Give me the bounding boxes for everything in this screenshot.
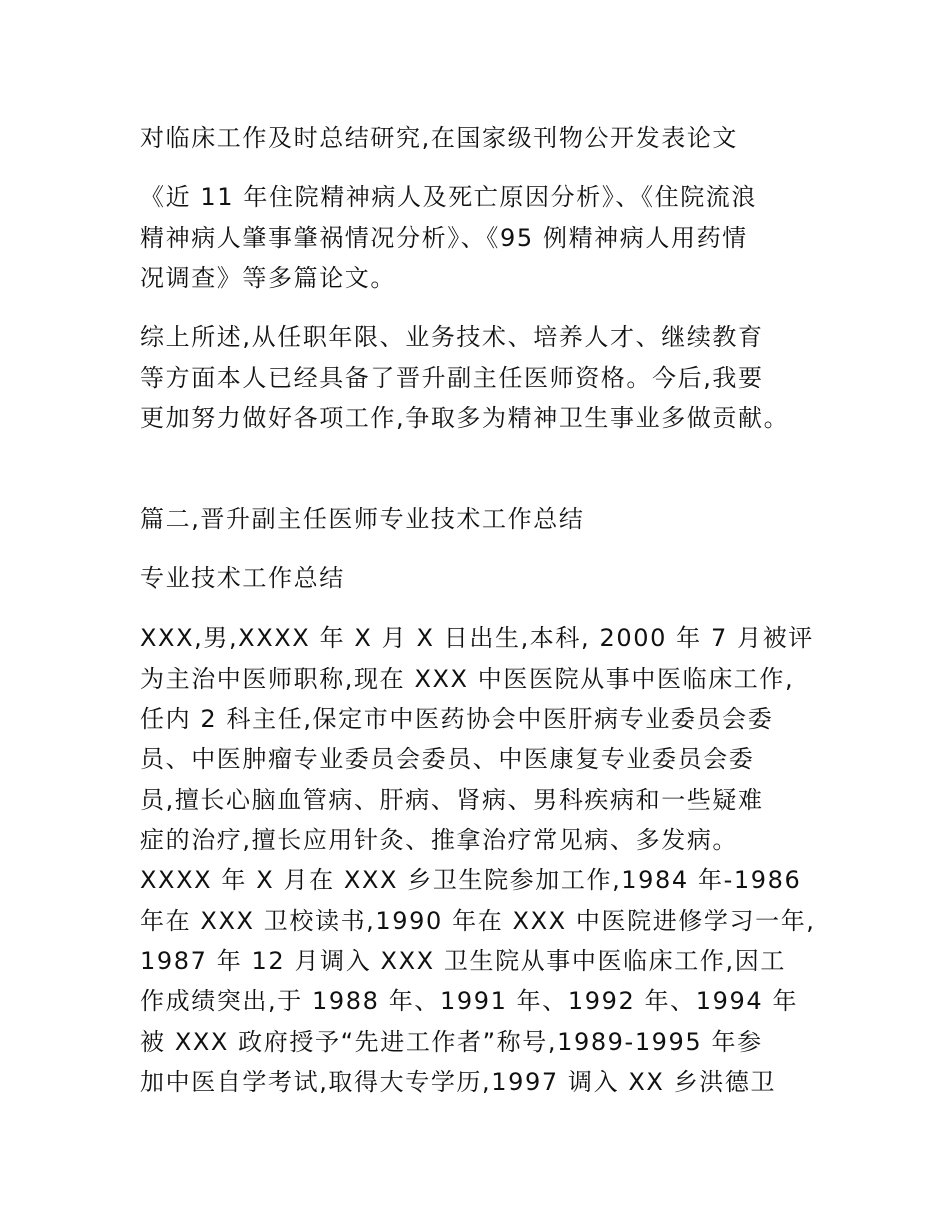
text-line-14: 员,擅长心脑血管病、肝病、肾病、男科疾病和一些疑难 xyxy=(140,786,764,814)
text-line-11: 为主治中医师职称,现在 XXX 中医医院从事中医临床工作, xyxy=(140,665,795,693)
text-line-1: 对临床工作及时总结研究,在国家级刊物公开发表论文 xyxy=(140,124,739,152)
text-line-19: 作成绩突出,于 1988 年、1991 年、1992 年、1994 年 xyxy=(140,987,799,1015)
text-line-20: 被 XXX 政府授予“先进工作者”称号,1989-1995 年参 xyxy=(140,1028,763,1056)
text-line-15: 症的治疗,擅长应用针灸、推拿治疗常见病、多发病。 xyxy=(140,826,739,854)
text-line-18: 1987 年 12 月调入 XXX 卫生院从事中医临床工作,因工 xyxy=(140,947,786,975)
text-line-21: 加中医自学考试,取得大专学历,1997 调入 XX 乡洪德卫 xyxy=(140,1068,777,1096)
subsection-heading: 专业技术工作总结 xyxy=(140,564,345,592)
text-line-12: 任内 2 科主任,保定市中医药协会中医肝病专业委员会委 xyxy=(140,705,774,733)
text-line-7: 更加努力做好各项工作,争取多为精神卫生事业多做贡献。 xyxy=(140,404,790,432)
text-line-5: 综上所述,从任职年限、业务技术、培养人才、继续教育 xyxy=(140,323,764,351)
text-line-6: 等方面本人已经具备了晋升副主任医师资格。今后,我要 xyxy=(140,364,764,392)
text-line-10: XXX,男,XXXX 年 X 月 X 日出生,本科, 2000 年 7 月被评 xyxy=(140,624,814,652)
text-line-13: 员、中医肿瘤专业委员会委员、中医康复专业委员会委 xyxy=(140,745,755,773)
text-line-16: XXXX 年 X 月在 XXX 乡卫生院参加工作,1984 年-1986 xyxy=(140,866,802,894)
text-line-3: 精神病人肇事肇祸情况分析》、《95 例精神病人用药情 xyxy=(140,224,748,252)
text-line-17: 年在 XXX 卫校读书,1990 年在 XXX 中医院进修学习一年, xyxy=(140,907,816,935)
text-line-4: 况调查》等多篇论文。 xyxy=(140,264,396,292)
section-heading: 篇二,晋升副主任医师专业技术工作总结 xyxy=(140,505,585,533)
text-line-2: 《近 11 年住院精神病人及死亡原因分析》、《住院流浪 xyxy=(140,183,757,211)
